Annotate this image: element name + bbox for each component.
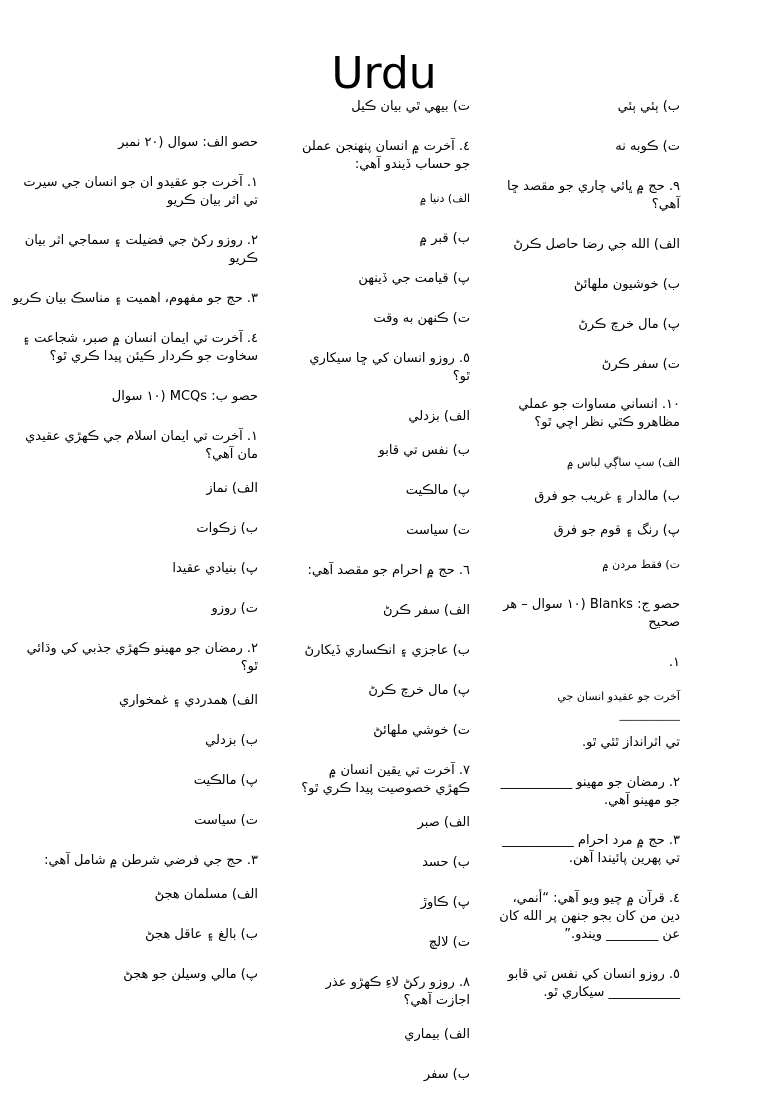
mcq-option: الف) دنيا ۾ [419,192,470,205]
mcq-option: پ) قيامت جي ڏينهن [358,271,470,286]
mcq-option: ب) مالدار ۽ غريب جو فرق [534,489,680,504]
mcq-question: ٢. رمضان جو مهينو ڪهڙي جذبي کي وڌائي ٿو؟ [26,641,258,674]
section-heading: حصو ب: MCQs (١٠ سوال [111,389,258,404]
page-title: Urdu [331,48,437,99]
essay-question: ٣. حج جو مفهوم، اهميت ۽ مناسڪ بيان ڪريو [12,291,258,306]
mcq-question: ٥. روزو انسان کي ڇا سيکاري ٿو؟ [309,351,470,384]
right-column [498,98,680,1024]
mcq-option: الف) بزدلي [408,409,470,424]
blank-question: آخرت جو عقيدو انسان جي ___________ [557,690,680,721]
mcq-option: ت) سياست [406,523,470,538]
mcq-option: پ) ڪاوڙ [420,895,470,910]
mcq-option: ت) سفر ڪرڻ [601,357,680,372]
middle-column [300,98,470,1106]
mcq-option: ب) بزدلي [205,733,258,748]
mcq-option: پ) مالڪيت [405,483,470,498]
mcq-option: ب) خوشيون ملهائڻ [573,277,680,292]
mcq-option: ت) ڪنهن به وقت [373,311,470,326]
mcq-option: الف) سفر ڪرڻ [382,603,470,618]
mcq-option: ب) حسد [422,855,470,870]
mcq-option: ت) خوشي ملهائڻ [373,723,470,738]
mcq-option: الف) بيماري [404,1027,470,1042]
mcq-option: ب) سفر [423,1067,470,1082]
mcq-option: ت) فقط مردن ۾ [602,558,680,571]
mcq-question: ٦. حج ۾ احرام جو مقصد آهي: [307,563,470,578]
mcq-option: پ) بنيادي عقيدا [172,561,258,576]
mcq-question: ٤. آخرت ۾ انسان پنهنجن عملن جو حساب ڏيندو آهي: [301,139,470,172]
mcq-option: ت) بيهي ٿي بيان ڪيل [351,99,470,114]
mcq-option: ت) ڪوبه نه [615,139,680,154]
mcq-option: الف) صبر [417,815,470,830]
mcq-option: ت) روزو [211,601,258,616]
mcq-option: پ) رنگ ۽ قوم جو فرق [553,523,680,538]
mcq-option: الف) مسلمان هجڻ [154,887,258,902]
blank-number: ١. [668,655,680,670]
mcq-option: ب) زڪوات [196,521,258,536]
mcq-option: پ) مالي وسيلن جو هجڻ [123,967,258,982]
mcq-option: پ) مالڪيت [193,773,258,788]
essay-question: ١. آخرت جو عقيدو ان جو انسان جي سيرت تي اثر بيان ڪريو [23,175,258,208]
mcq-option: ب) ٻئي ٻئي [617,99,680,114]
essay-question: ٤. آخرت تي ايمان انسان ۾ صبر، شجاعت ۽ سخاوت جو ڪردار ڪيئن پيدا ڪري ٿو؟ [22,331,258,364]
mcq-question: ١. آخرت تي ايمان اسلام جي ڪهڙي عقيدي مان آهي؟ [25,429,258,462]
mcq-question: ١٠. انساني مساوات جو عملي مظاهرو ڪٿي نظر اچي ٿو؟ [518,397,680,430]
section-heading: حصو الف: سوال (٢٠ نمبر [118,135,258,150]
mcq-option: ت) لالچ [428,935,470,950]
mcq-option: الف) سڀ ساڳي لباس ۾ [567,456,680,469]
essay-question: ٢. روزو رکڻ جي فضيلت ۽ سماجي اثر بيان ڪريو [24,233,258,266]
mcq-question: ٨. روزو رکڻ لاءِ ڪهڙو عذر اجازت آهي؟ [325,975,470,1008]
mcq-option: الف) نماز [206,481,258,496]
blank-question: ٢. رمضان جو مهينو ___________ جو مهينو آهي. [500,775,680,808]
blank-question: ٣. حج ۾ مرد احرام ___________ تي پهرين پائيندا آهن. [502,833,680,866]
mcq-question: ٣. حج جي فرضي شرطن ۾ شامل آهي: [44,853,258,868]
mcq-question: ٧. آخرت تي يقين انسان ۾ ڪهڙي خصوصيت پيدا ڪري ٿو؟ [301,763,470,796]
left-column [8,134,258,1006]
mcq-option: ب) عاجزي ۽ انڪساري ڏيکارڻ [304,643,470,658]
mcq-option: الف) الله جي رضا حاصل ڪرڻ [513,237,680,252]
mcq-option: ب) نفس تي قابو [378,443,470,458]
mcq-option: ب) قبر ۾ [419,231,470,246]
mcq-question: ٩. حج ۾ ڀائي چاري جو مقصد ڇا آهي؟ [507,179,680,212]
section-heading: حصو ج: Blanks (١٠ سوال – هر صحيح [503,597,680,630]
blank-question: ٤. قرآن ۾ چيو ويو آهي: “أنمي، دين من کان بجو جنهن پر الله کان عن ________ ويندو.” [499,891,680,942]
mcq-option: ب) بالغ ۽ عاقل هجڻ [145,927,258,942]
mcq-option: پ) مال خرچ ڪرڻ [578,317,680,332]
blank-question-cont: تي اثرانداز ٿئي ٿو. [581,735,680,750]
mcq-option: الف) همدردي ۽ غمخواري [118,693,258,708]
mcq-option: پ) مال خرچ ڪرڻ [368,683,470,698]
blank-question: ٥. روزو انسان کي نفس تي قابو ___________ سيکاري ٿو. [507,967,680,1000]
mcq-option: ت) سياست [194,813,258,828]
